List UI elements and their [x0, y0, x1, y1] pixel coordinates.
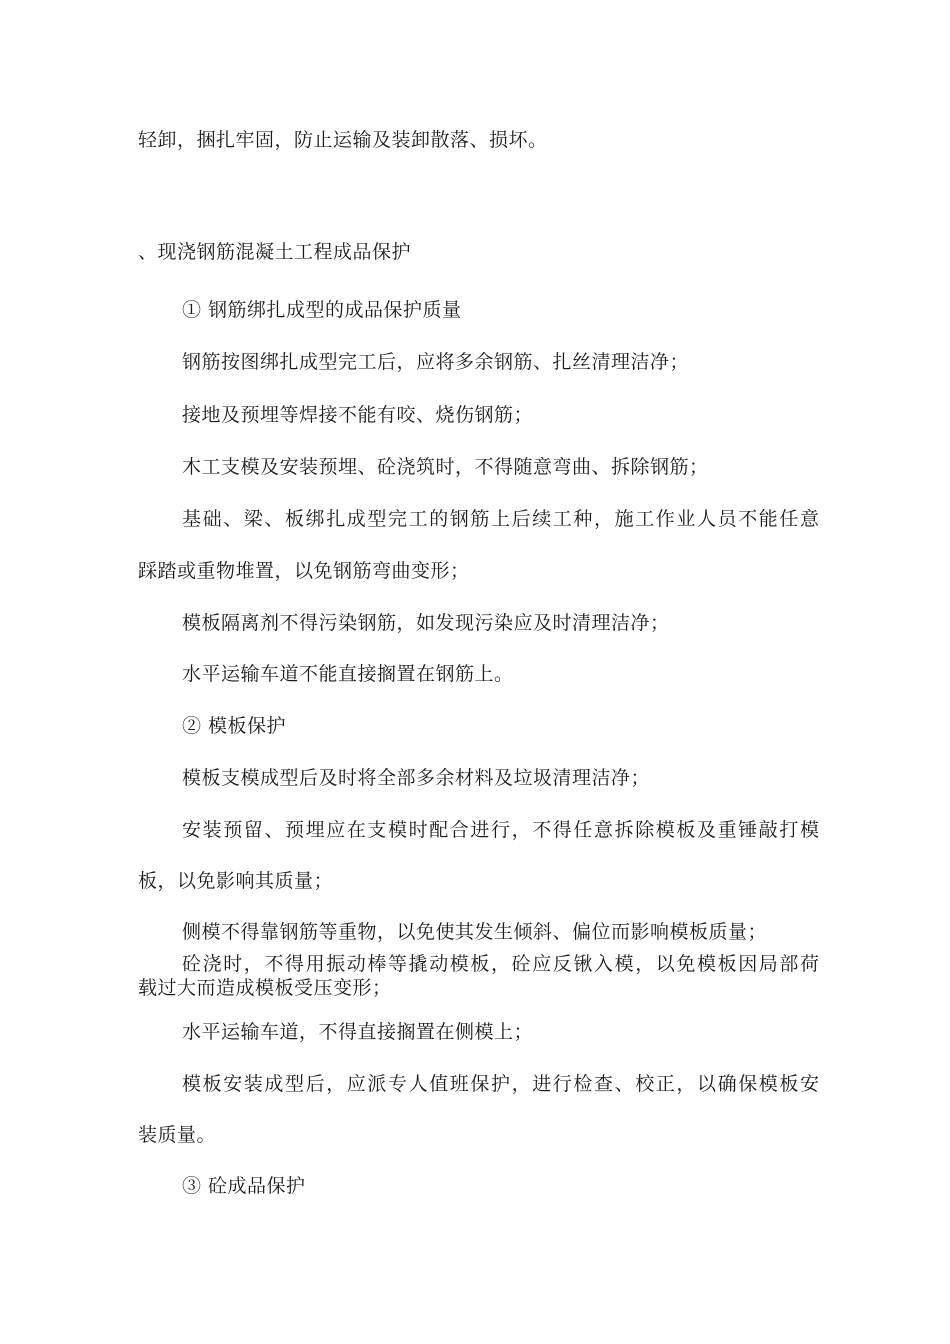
paragraph-line: 砼浇时，不得用振动棒等撬动模板，砼应反锹入模，以免模板因局部荷 [182, 953, 821, 975]
paragraph-line: 板，以免影响其质量； [138, 870, 334, 892]
paragraph-line: 模板隔离剂不得污染钢筋，如发现污染应及时清理洁净； [182, 612, 670, 634]
paragraph-line: 模板安装成型后，应派专人值班保护，进行检查、校正，以确保模板安 [182, 1073, 821, 1095]
paragraph-line: 接地及预埋等焊接不能有咬、烧伤钢筋； [182, 404, 534, 426]
paragraph-line: 载过大而造成模板受压变形； [138, 977, 392, 999]
section-heading: 、现浇钢筋混凝土工程成品保护 [138, 241, 412, 263]
paragraph-line: 轻卸，捆扎牢固，防止运输及装卸散落、损坏。 [138, 129, 548, 151]
subsection-heading: ③ 砼成品保护 [182, 1175, 306, 1197]
paragraph-line: 踩踏或重物堆置，以免钢筋弯曲变形； [138, 560, 470, 582]
paragraph-line: 模板支模成型后及时将全部多余材料及垃圾清理洁净； [182, 767, 651, 789]
paragraph-line: 水平运输车道不能直接搁置在钢筋上。 [182, 663, 514, 685]
paragraph-line: 侧模不得靠钢筋等重物，以免使其发生倾斜、偏位而影响模板质量； [182, 921, 768, 943]
paragraph-line: 安装预留、预埋应在支模时配合进行，不得任意拆除模板及重锤敲打模 [182, 819, 821, 841]
paragraph-line: 木工支模及安装预埋、砼浇筑时，不得随意弯曲、拆除钢筋； [182, 456, 709, 478]
paragraph-line: 钢筋按图绑扎成型完工后，应将多余钢筋、扎丝清理洁净； [182, 351, 690, 373]
paragraph-line: 基础、梁、板绑扎成型完工的钢筋上后续工种，施工作业人员不能任意 [182, 508, 821, 530]
subsection-heading: ② 模板保护 [182, 715, 287, 737]
subsection-heading: ① 钢筋绑扎成型的成品保护质量 [182, 299, 462, 321]
paragraph-line: 装质量。 [138, 1124, 217, 1146]
paragraph-line: 水平运输车道，不得直接搁置在侧模上； [182, 1021, 534, 1043]
